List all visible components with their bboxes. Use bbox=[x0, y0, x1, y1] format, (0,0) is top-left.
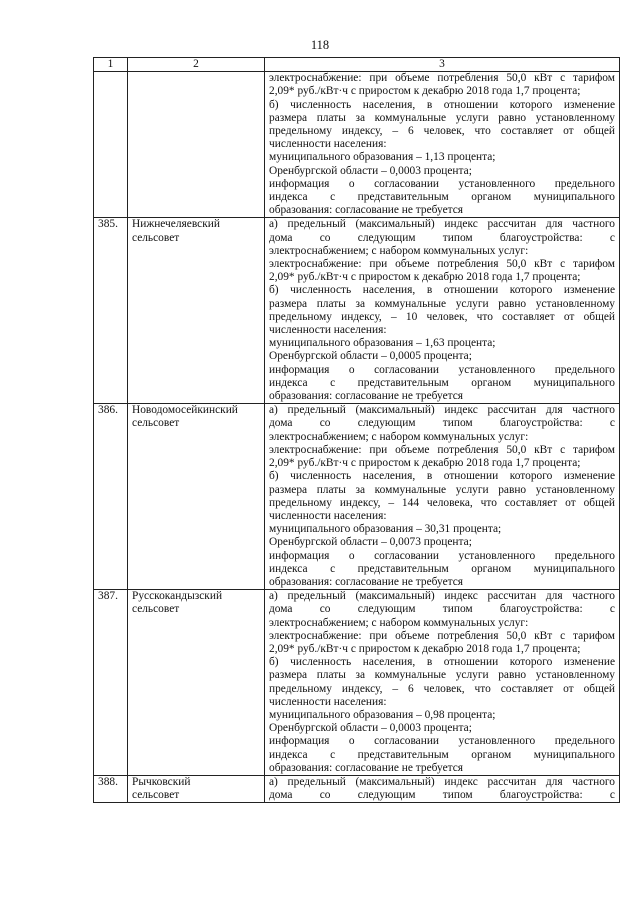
content-line: информация о согласовании установленного предельного bbox=[269, 363, 615, 376]
column-header-1: 1 bbox=[94, 58, 128, 72]
content-line: индекса с представительным органом муниципального bbox=[269, 748, 615, 761]
content-line: а) предельный (максимальный) индекс рассчитан для частного bbox=[269, 218, 615, 231]
content-line: образования: согласование не требуется bbox=[269, 390, 464, 403]
row-number-cell: 386. bbox=[94, 404, 128, 590]
municipality-name-line: Рычковский bbox=[132, 775, 191, 788]
content-line: электроснабжение: при объеме потребления 50,0 кВт с тарифом bbox=[269, 443, 615, 456]
table-row bbox=[94, 590, 620, 776]
content-line: образования: согласование не требуется bbox=[269, 204, 464, 217]
content-line: индекса с представительным органом муниципального bbox=[269, 376, 615, 389]
municipality-name-line: Новодомосейкинский bbox=[132, 404, 238, 417]
row-content-cell bbox=[265, 218, 620, 404]
content-line: индекса с представительным органом муниципального bbox=[269, 562, 615, 575]
table-row bbox=[94, 775, 620, 802]
content-line: Оренбургской области – 0,0073 процента; bbox=[269, 536, 472, 549]
row-number-cell: 385. bbox=[94, 218, 128, 404]
table-row bbox=[94, 404, 620, 590]
content-line: численности населения: bbox=[269, 138, 387, 151]
content-line: Оренбургской области – 0,0003 процента; bbox=[269, 164, 472, 177]
content-line: а) предельный (максимальный) индекс рассчитан для частного bbox=[269, 404, 615, 417]
content-line: численности населения: bbox=[269, 509, 387, 522]
row-name-cell bbox=[128, 72, 265, 218]
table-header-row bbox=[94, 58, 620, 72]
municipality-name-line: Русскокандызский bbox=[132, 590, 223, 603]
content-line: муниципального образования – 0,98 процента; bbox=[269, 708, 496, 721]
content-line: 2,09* руб./кВт·ч с приростом к декабрю 2018 года 1,7 процента; bbox=[269, 457, 581, 470]
content-line: 2,09* руб./кВт·ч с приростом к декабрю 2018 года 1,7 процента; bbox=[269, 271, 581, 284]
content-line: численности населения: bbox=[269, 324, 387, 337]
row-number-cell: 387. bbox=[94, 590, 128, 776]
content-line: образования: согласование не требуется bbox=[269, 575, 464, 588]
content-line: б) численность населения, в отношении которого изменение bbox=[269, 656, 615, 669]
row-content-cell bbox=[265, 775, 620, 802]
content-line: 2,09* руб./кВт·ч с приростом к декабрю 2018 года 1,7 процента; bbox=[269, 642, 581, 655]
content-line: муниципального образования – 1,13 процента; bbox=[269, 151, 496, 164]
content-line: дома со следующим типом благоустройства: с bbox=[269, 417, 615, 430]
page-number: 118 bbox=[310, 38, 330, 52]
content-line: размера платы за коммунальные услуги равно установленному bbox=[269, 297, 615, 310]
content-line: размера платы за коммунальные услуги равно установленному bbox=[269, 483, 615, 496]
content-line: электроснабжением; с набором коммунальных услуг: bbox=[269, 244, 529, 257]
municipality-name-line: сельсовет bbox=[132, 417, 180, 430]
municipality-name-line: сельсовет bbox=[132, 603, 180, 616]
row-content-cell bbox=[265, 404, 620, 590]
content-line: муниципального образования – 30,31 процента; bbox=[269, 523, 502, 536]
row-name-cell bbox=[128, 590, 265, 776]
municipality-name-line: Нижнечеляевский bbox=[132, 218, 220, 231]
content-line: электроснабжение: при объеме потребления 50,0 кВт с тарифом bbox=[269, 258, 615, 271]
content-line: размера платы за коммунальные услуги равно установленному bbox=[269, 669, 615, 682]
content-line: информация о согласовании установленного предельного bbox=[269, 549, 615, 562]
content-line: предельному индексу, – 6 человек, что составляет от общей bbox=[269, 125, 615, 138]
content-line: образования: согласование не требуется bbox=[269, 761, 464, 774]
content-line: электроснабжение: при объеме потребления 50,0 кВт с тарифом bbox=[269, 629, 615, 642]
content-line: б) численность населения, в отношении которого изменение bbox=[269, 98, 615, 111]
content-line: предельному индексу, – 10 человек, что составляет от общей bbox=[269, 310, 615, 323]
content-line: а) предельный (максимальный) индекс рассчитан для частного bbox=[269, 775, 615, 788]
content-line: б) численность населения, в отношении которого изменение bbox=[269, 284, 615, 297]
content-line: информация о согласовании установленного предельного bbox=[269, 177, 615, 190]
row-content-cell bbox=[265, 72, 620, 218]
content-line: размера платы за коммунальные услуги равно установленному bbox=[269, 111, 615, 124]
content-line: дома со следующим типом благоустройства: с bbox=[269, 231, 615, 244]
row-name-cell bbox=[128, 404, 265, 590]
content-line: дома со следующим типом благоустройства: с bbox=[269, 789, 615, 802]
row-content-cell bbox=[265, 590, 620, 776]
table-body bbox=[94, 72, 620, 803]
content-line: а) предельный (максимальный) индекс рассчитан для частного bbox=[269, 590, 615, 603]
content-line: предельному индексу, – 144 человека, что составляет от общей bbox=[269, 496, 615, 509]
row-name-cell bbox=[128, 775, 265, 802]
column-header-2: 2 bbox=[128, 58, 265, 72]
table-row-continuation bbox=[94, 72, 620, 218]
municipality-name-line: сельсовет bbox=[132, 789, 180, 802]
content-line: 2,09* руб./кВт·ч с приростом к декабрю 2018 года 1,7 процента; bbox=[269, 85, 581, 98]
index-table bbox=[93, 57, 620, 803]
row-name-cell bbox=[128, 218, 265, 404]
table-row bbox=[94, 218, 620, 404]
content-line: Оренбургской области – 0,0005 процента; bbox=[269, 350, 472, 363]
content-line: муниципального образования – 1,63 процента; bbox=[269, 337, 496, 350]
content-line: численности населения: bbox=[269, 695, 387, 708]
content-line: предельному индексу, – 6 человек, что составляет от общей bbox=[269, 682, 615, 695]
content-line: электроснабжением; с набором коммунальных услуг: bbox=[269, 616, 529, 629]
content-line: электроснабжение: при объеме потребления 50,0 кВт с тарифом bbox=[269, 72, 615, 85]
content-line: информация о согласовании установленного предельного bbox=[269, 735, 615, 748]
content-line: Оренбургской области – 0,0003 процента; bbox=[269, 722, 472, 735]
column-header-3: 3 bbox=[265, 58, 620, 72]
row-number-cell: 388. bbox=[94, 775, 128, 802]
row-number-cell bbox=[94, 72, 128, 218]
content-line: дома со следующим типом благоустройства: с bbox=[269, 603, 615, 616]
content-line: индекса с представительным органом муниципального bbox=[269, 191, 615, 204]
municipality-name-line: сельсовет bbox=[132, 231, 180, 244]
content-line: электроснабжением; с набором коммунальных услуг: bbox=[269, 430, 529, 443]
content-line: б) численность населения, в отношении которого изменение bbox=[269, 470, 615, 483]
